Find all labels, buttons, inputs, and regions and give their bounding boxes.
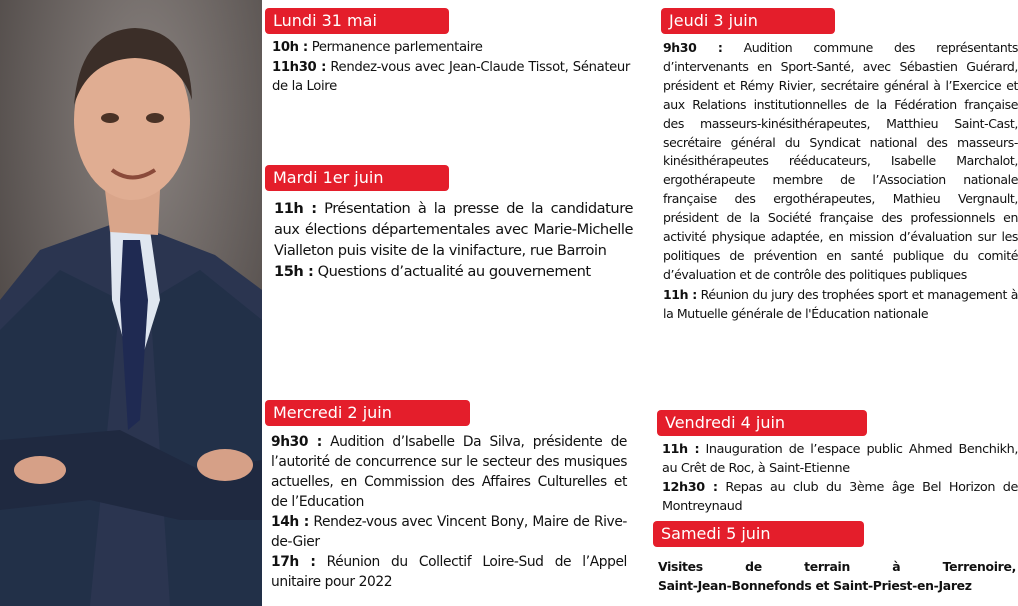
entry-time: 12h30 : [662, 480, 718, 495]
entry-time: 14h : [271, 514, 309, 530]
entry-text: Audition commune des représentants d’intervenants en Sport-Santé, avec Sébastien Guérard, président et Rémy Rivier, secrétaire général à l’Exercice et aux Relations institutionnelles de la Fédération française des masseurs-kinésithérapeutes, Matthieu Saint-Cast, secrétaire général du Syndicat national des masseurs-kinésithérapeutes rééducateurs, Isabelle Marchalot, ergothérapeute membre de l’Association nationale française des ergothérapeutes, Mathieu Vergnault, président de la Société française des professionnels en activité physique adaptée, en mission d’évaluation sur les politiques de prévention en santé publique du comité d’évaluation et de contrôle des politiques publiques [663, 40, 1018, 282]
day-header: Lundi 31 mai [265, 8, 449, 34]
entry-time: 11h30 : [272, 60, 326, 75]
entry-time: 15h : [274, 263, 314, 280]
agenda-entry [663, 286, 1018, 324]
day-wednesday [265, 400, 627, 592]
day-friday [657, 410, 1018, 516]
entry-time: 17h : [271, 554, 316, 570]
saturday-visits-line1: Visites de terrain à Terrenoire, [658, 559, 1016, 574]
entry-time: 10h : [272, 40, 308, 55]
agenda-entry [272, 38, 630, 57]
entry-time: 9h30 : [271, 434, 322, 450]
agenda-entry [663, 39, 1018, 285]
portrait-illustration [0, 0, 262, 606]
entry-text: Présentation à la presse de la candidature aux élections départementales avec Marie-Michelle Vialleton puis visite de la vinifacture, rue Barroin [274, 200, 633, 259]
agenda-entry [271, 512, 627, 552]
entry-text: Repas au club du 3ème âge Bel Horizon de Montreynaud [662, 480, 1018, 514]
entry-text: Rendez-vous avec Jean-Claude Tissot, Sénateur de la Loire [272, 60, 630, 94]
saturday-visits-line2: Saint-Jean-Bonnefonds et Saint-Priest-en-Jarez [658, 578, 972, 593]
entry-text: Audition d’Isabelle Da Silva, présidente de l’autorité de concurrence sur le secteur des musiques actuelles, en Commission des Affaires Culturelles et de l’Education [271, 434, 628, 510]
agenda-entry [274, 198, 633, 261]
entry-text: Rendez-vous avec Vincent Bony, Maire de Rive-de-Gier [271, 514, 627, 550]
entry-text: Inauguration de l’espace public Ahmed Benchikh, au Crêt de Roc, à Saint-Etienne [662, 442, 1018, 476]
day-tuesday [265, 165, 633, 282]
agenda-entry [662, 440, 1018, 478]
entry-text: Réunion du Collectif Loire-Sud de l’Appel unitaire pour 2022 [271, 554, 627, 590]
agenda-entry [271, 552, 627, 592]
entry-time: 9h30 : [663, 40, 723, 55]
day-monday [265, 8, 630, 96]
entry-text: Réunion du jury des trophées sport et management à la Mutuelle générale de l'Éducation nationale [663, 286, 1018, 321]
entry-text: Questions d’actualité au gouvernement [313, 263, 591, 280]
day-saturday [653, 521, 1016, 595]
agenda-entry [271, 432, 627, 512]
entry-text: Permanence parlementaire [307, 40, 483, 55]
entry-time: 11h : [274, 200, 317, 217]
day-header: Mercredi 2 juin [265, 400, 470, 426]
day-thursday [661, 8, 1018, 324]
agenda-entry [272, 58, 630, 96]
entry-time: 11h : [662, 442, 700, 457]
day-header: Mardi 1er juin [265, 165, 449, 191]
entry-time: 11h : [663, 286, 697, 302]
day-header: Vendredi 4 juin [657, 410, 867, 436]
day-header: Jeudi 3 juin [661, 8, 835, 34]
portrait-photo [0, 0, 262, 606]
day-header: Samedi 5 juin [653, 521, 864, 547]
agenda-entry [274, 261, 633, 282]
agenda-entry [662, 478, 1018, 516]
